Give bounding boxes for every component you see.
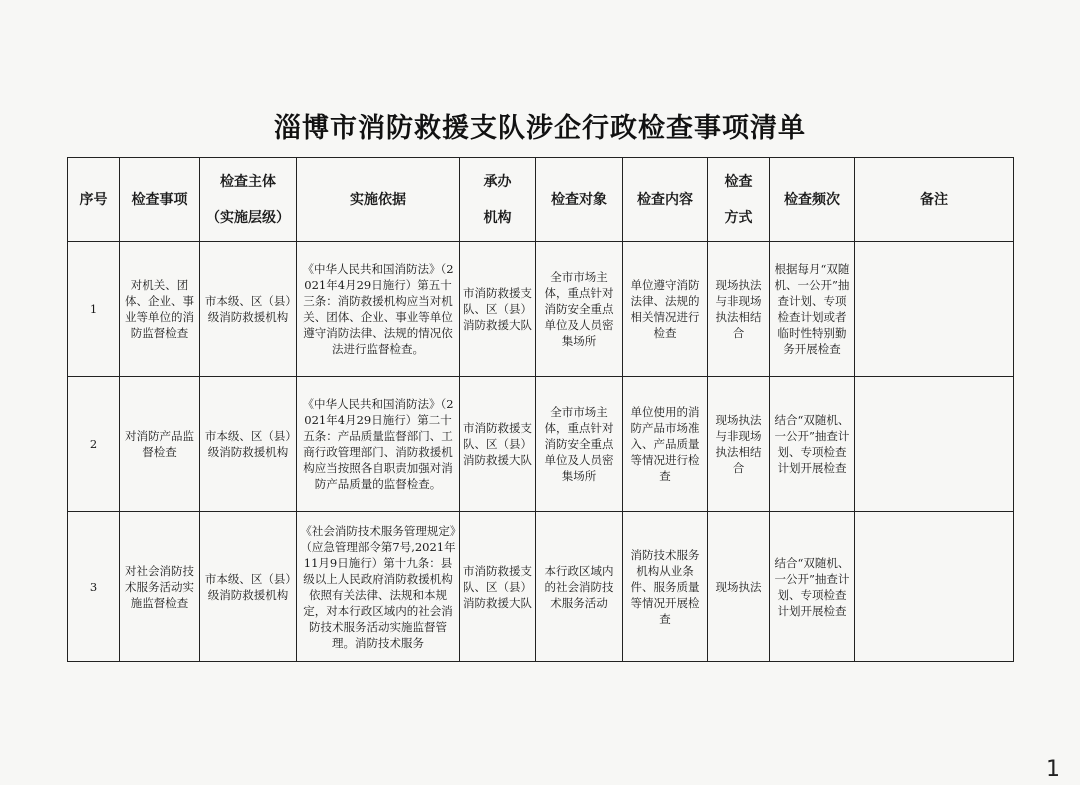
row-basis: 《社会消防技术服务管理规定》（应急管理部令第7号,2021年11月9日施行）第十九条：县级以上人民政府消防救援机构依照有关法律、法规和本规定，对本行政区域内的社会消防技术服务活动实施监督管理。消防技术服务 (297, 512, 460, 662)
row-org: 市消防救援支队、区（县）消防救援大队 (460, 242, 536, 377)
row-method: 现场执法与非现场执法相结合 (708, 377, 770, 512)
row-frequency: 结合“双随机、一公开”抽查计划、专项检查计划开展检查 (770, 512, 855, 662)
header-method-line2: 方式 (724, 209, 753, 226)
row-method: 现场执法与非现场执法相结合 (708, 242, 770, 377)
header-method-line1: 检查 (724, 173, 753, 190)
row-basis: 《中华人民共和国消防法》（2021年4月29日施行）第二十五条：产品质量监督部门、工商行政管理部门、消防救援机构应当按照各自职责加强对消防产品质量的监督检查。 (297, 377, 460, 512)
header-subject (200, 158, 297, 242)
header-org (460, 158, 536, 242)
header-seq: 序号 (68, 158, 120, 242)
header-subject-line2: （实施层级） (206, 209, 290, 226)
row-seq: 3 (68, 512, 120, 662)
row-target: 全市市场主体，重点针对消防安全重点单位及人员密集场所 (536, 242, 623, 377)
row-item: 对消防产品监督检查 (120, 377, 200, 512)
row-target: 全市市场主体，重点针对消防安全重点单位及人员密集场所 (536, 377, 623, 512)
row-item: 对社会消防技术服务活动实施监督检查 (120, 512, 200, 662)
row-subject: 市本级、区（县）级消防救援机构 (200, 377, 297, 512)
row-content: 单位遵守消防法律、法规的相关情况进行检查 (623, 242, 708, 377)
header-subject-line1: 检查主体 (220, 173, 276, 190)
header-item: 检查事项 (120, 158, 200, 242)
row-org: 市消防救援支队、区（县）消防救援大队 (460, 512, 536, 662)
table-row (68, 242, 1014, 377)
header-org-line1: 承办 (483, 173, 512, 190)
row-item: 对机关、团体、企业、事业等单位的消防监督检查 (120, 242, 200, 377)
row-method: 现场执法 (708, 512, 770, 662)
row-remarks (855, 242, 1014, 377)
page-title: 淄博市消防救援支队涉企行政检查事项清单 (274, 113, 806, 144)
row-seq: 2 (68, 377, 120, 512)
row-frequency: 结合“双随机、一公开”抽查计划、专项检查计划开展检查 (770, 377, 855, 512)
page-number: 1 (1046, 757, 1060, 782)
header-row (68, 158, 1014, 242)
row-target: 本行政区域内的社会消防技术服务活动 (536, 512, 623, 662)
header-basis: 实施依据 (297, 158, 460, 242)
header-org-line2: 机构 (483, 209, 512, 226)
table-row (68, 377, 1014, 512)
row-remarks (855, 512, 1014, 662)
table-row (68, 512, 1014, 662)
header-remarks: 备注 (855, 158, 1014, 242)
row-frequency: 根据每月“双随机、一公开”抽查计划、专项检查计划或者临时性特别勤务开展检查 (770, 242, 855, 377)
row-org: 市消防救援支队、区（县）消防救援大队 (460, 377, 536, 512)
header-target: 检查对象 (536, 158, 623, 242)
row-content: 消防技术服务机构从业条件、服务质量等情况开展检查 (623, 512, 708, 662)
header-frequency: 检查频次 (770, 158, 855, 242)
row-content: 单位使用的消防产品市场准入、产品质量等情况进行检查 (623, 377, 708, 512)
header-method (708, 158, 770, 242)
row-basis: 《中华人民共和国消防法》（2021年4月29日施行）第五十三条：消防救援机构应当对机关、团体、企业、事业等单位遵守消防法律、法规的情况依法进行监督检查。 (297, 242, 460, 377)
header-content: 检查内容 (623, 158, 708, 242)
row-seq: 1 (68, 242, 120, 377)
row-subject: 市本级、区（县）级消防救援机构 (200, 512, 297, 662)
row-subject: 市本级、区（县）级消防救援机构 (200, 242, 297, 377)
row-remarks (855, 377, 1014, 512)
inspection-table (67, 157, 1014, 662)
